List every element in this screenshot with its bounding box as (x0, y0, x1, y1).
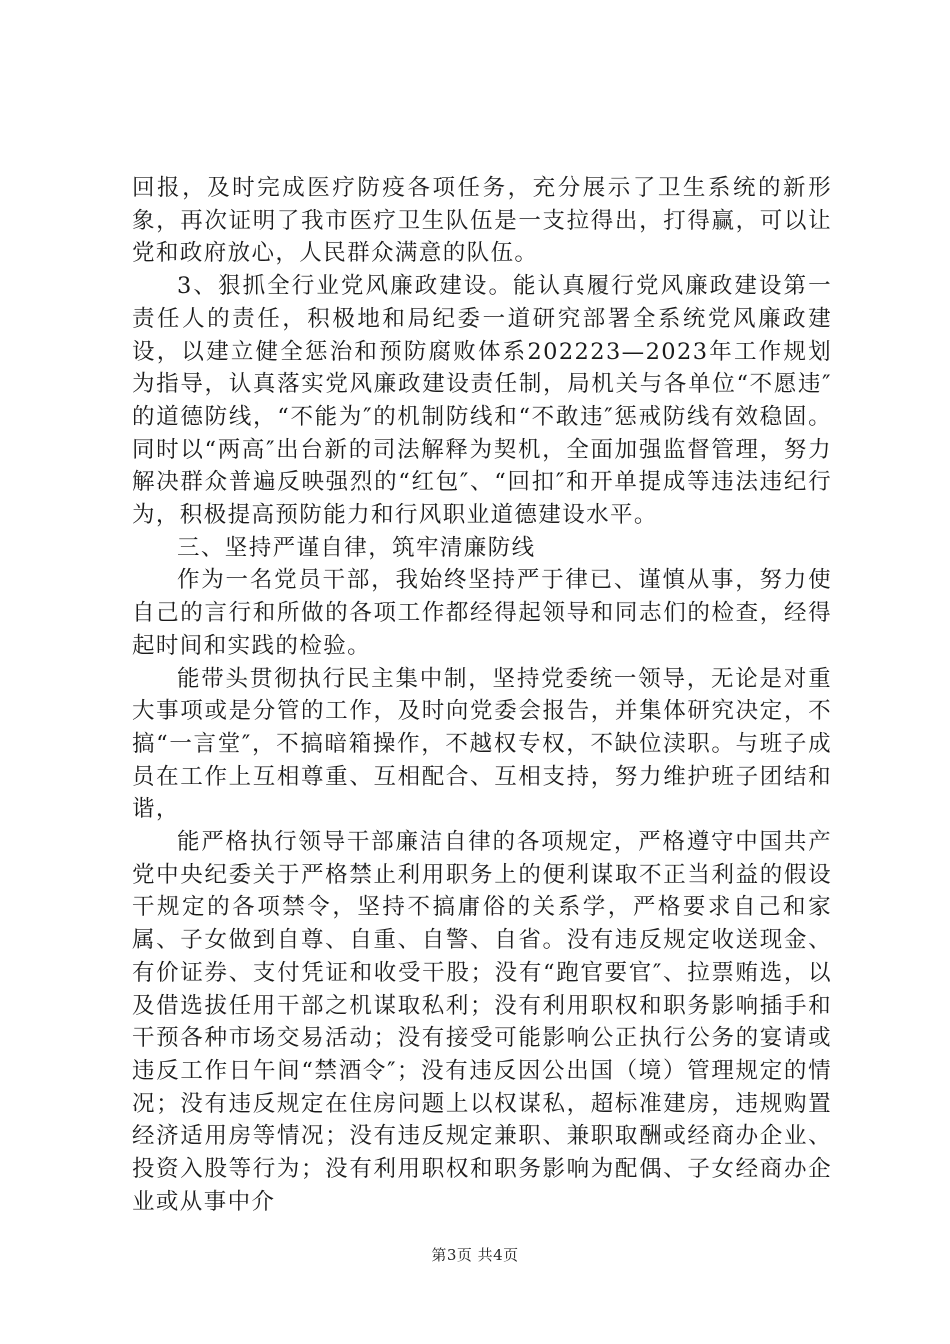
paragraph-continuation: 回报，及时完成医疗防疫各项任务，充分展示了卫生系统的新形象，再次证明了我市医疗卫生队伍是一支拉得出，打得赢，可以让党和政府放心，人民群众满意的队伍。 (132, 175, 832, 267)
paragraph-item-3: 3、狠抓全行业党风廉政建设。能认真履行党风廉政建设第一责任人的责任，积极地和局纪委一道研究部署全系统党风廉政建设，以建立健全惩治和预防腐败体系202223—2023年工作规划为指导，认真落实党风廉政建设责任制，局机关与各单位“不愿违″的道德防线，“不能为″的机制防线和“不敢违″惩戒防线有效稳固。同时以“两高″出台新的司法解释为契机，全面加强监督管理，努力解决群众普遍反映强烈的“红包″、“回扣″和开单提成等违法违纪行为，积极提高预防能力和行风职业道德建设水平。 (132, 273, 832, 529)
paragraph-integrity-rules: 能严格执行领导干部廉洁自律的各项规定，严格遵守中国共产党中央纪委关于严格禁止利用职务上的便利谋取不正当利益的假设干规定的各项禁令，坚持不搞庸俗的关系学，严格要求自己和家属、子女做到自尊、自重、自警、自省。没有违反规定收送现金、有价证券、支付凭证和收受干股；没有“跑官要官″、拉票贿选，以及借选拔任用干部之机谋取私利；没有利用职权和职务影响插手和干预各种市场交易活动；没有接受可能影响公正执行公务的宴请或违反工作日午间“禁酒令″；没有违反因公出国（境）管理规定的情况；没有违反规定在住房问题上以权谋私，超标准建房，违规购置经济适用房等情况；没有违反规定兼职、兼职取酬或经商办企业、投资入股等行为；没有利用职权和职务影响为配偶、子女经商办企业或从事中介 (132, 829, 832, 1215)
paragraph-self-discipline-intro: 作为一名党员干部，我始终坚持严于律已、谨慎从事，努力使自己的言行和所做的各项工作都经得起领导和同志们的检查，经得起时间和实践的检验。 (132, 567, 832, 659)
document-body (132, 172, 832, 1219)
paragraph-democratic-centralism: 能带头贯彻执行民主集中制，坚持党委统一领导，无论是对重大事项或是分管的工作，及时向党委会报告，并集体研究决定，不搞“一言堂″，不搞暗箱操作，不越权专权，不缺位渎职。与班子成员在工作上互相尊重、互相配合、互相支持，努力维护班子团结和谐， (132, 665, 832, 823)
page-number-footer: 第3页 共4页 (431, 1246, 519, 1264)
section-heading-3: 三、坚持严谨自律，筑牢清廉防线 (177, 534, 536, 561)
